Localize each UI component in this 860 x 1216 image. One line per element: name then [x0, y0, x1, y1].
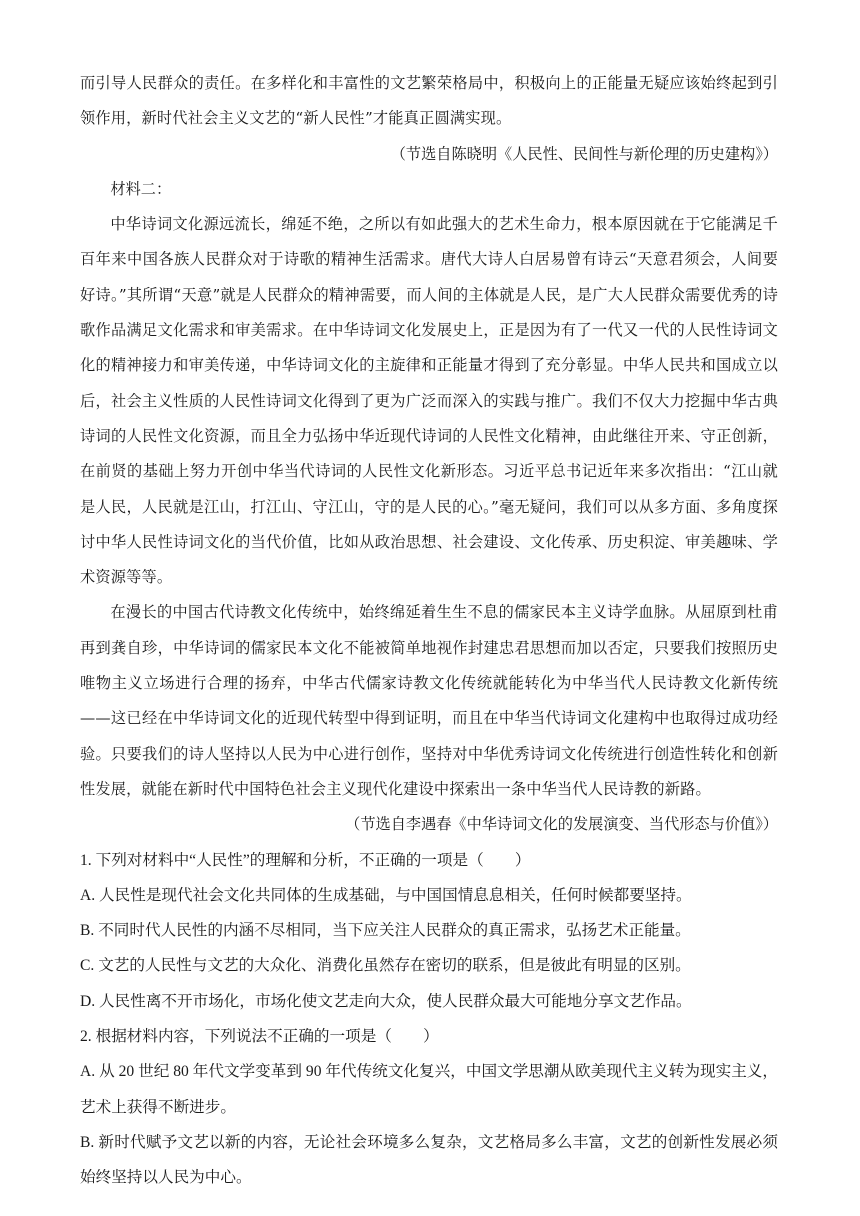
- question-1-stem: 1. 下列对材料中“人民性”的理解和分析，不正确的一项是（ ）: [80, 851, 531, 869]
- question-1-option-d: D. 人民性离不开市场化，市场化使文艺走向大众，使人民群众最大可能地分享文艺作品。: [80, 992, 692, 1010]
- question-2-option-a: A. 从 20 世纪 80 年代文学变革到 90 年代传统文化复兴，中国文学思潮从欧美现代主义转为现实主义，艺术上获得不断进步。: [80, 1063, 778, 1116]
- document-page: [80, 66, 778, 1196]
- material2-label: 材料二：: [110, 179, 172, 198]
- question-2-option-b: B. 新时代赋予文艺以新的内容，无论社会环境多么复杂，文艺格局多么丰富，文艺的创新性发展必须始终坚持以人民为中心。: [80, 1133, 778, 1187]
- question-1-option-c: C. 文艺的人民性与文艺的大众化、消费化虽然存在密切的联系，但是彼此有明显的区别。: [80, 957, 691, 975]
- question-2-stem: 2. 根据材料内容，下列说法不正确的一项是（ ）: [80, 1028, 439, 1046]
- material1-source: （节选自陈晓明《人民性、民间性与新伦理的历史建构》）: [390, 144, 778, 163]
- material2-paragraph-1: 中华诗词文化源远流长，绵延不绝，之所以有如此强大的艺术生命力，根本原因就在于它能满足千百年来中国各族人民群众对于诗歌的精神生活需求。唐代大诗人白居易曾有诗云“天意君须会，人间要好诗。”其所谓“天意”就是人民群众的精神需要，而人间的主体就是人民，是广大人民群众需要优秀的诗歌作品满足文化需求和审美需求。在中华诗词文化发展史上，正是因为有了一代又一代的人民性诗词文化的精神接力和审美传递，中华诗词文化的主旋律和正能量才得到了充分彰显。中华人民共和国成立以后，社会主义性质的人民性诗词文化得到了更为广泛而深入的实践与推广。我们不仅大力挖掘中华古典诗词的人民性文化资源，而且全力弘扬中华近现代诗词的人民性文化精神，由此继往开来、守正创新，在前贤的基础上努力开创中华当代诗词的人民性文化新形态。习近平总书记近年来多次指出：“江山就是人民，人民就是江山，打江山、守江山，守的是人民的心。”毫无疑问，我们可以从多方面、多角度探讨中华人民性诗词文化的当代价值，比如从政治思想、社会建设、文化传承、历史积淀、审美趣味、学术资源等等。: [80, 215, 778, 587]
- material2-source: （节选自李遇春《中华诗词文化的发展演变、当代形态与价值》）: [345, 815, 778, 834]
- question-1-option-a: A. 人民性是现代社会文化共同体的生成基础，与中国国情息息相关，任何时候都要坚持。: [80, 886, 692, 904]
- material1-continued-text: 而引导人民群众的责任。在多样化和丰富性的文艺繁荣格局中，积极向上的正能量无疑应该始终起到引领作用，新时代社会主义文艺的“新人民性”才能真正圆满实现。: [80, 74, 778, 128]
- question-1-option-b: B. 不同时代人民性的内涵不尽相同，当下应关注人民群众的真正需求，弘扬艺术正能量。: [80, 922, 691, 940]
- material2-paragraph-2: 在漫长的中国古代诗教文化传统中，始终绵延着生生不息的儒家民本主义诗学血脉。从屈原到杜甫再到龚自珍，中华诗词的儒家民本文化不能被简单地视作封建忠君思想而加以否定，只要我们按照历史唯物主义立场进行合理的扬弃，中华古代儒家诗教文化传统就能转化为中华当代人民诗教文化新传统——这已经在中华诗词文化的近现代转型中得到证明，而且在中华当代诗词文化建构中也取得过成功经验。只要我们的诗人坚持以人民为中心进行创作，坚持对中华优秀诗词文化传统进行创造性转化和创新性发展，就能在新时代中国特色社会主义现代化建设中探索出一条中华当代人民诗教的新路。: [80, 603, 778, 798]
